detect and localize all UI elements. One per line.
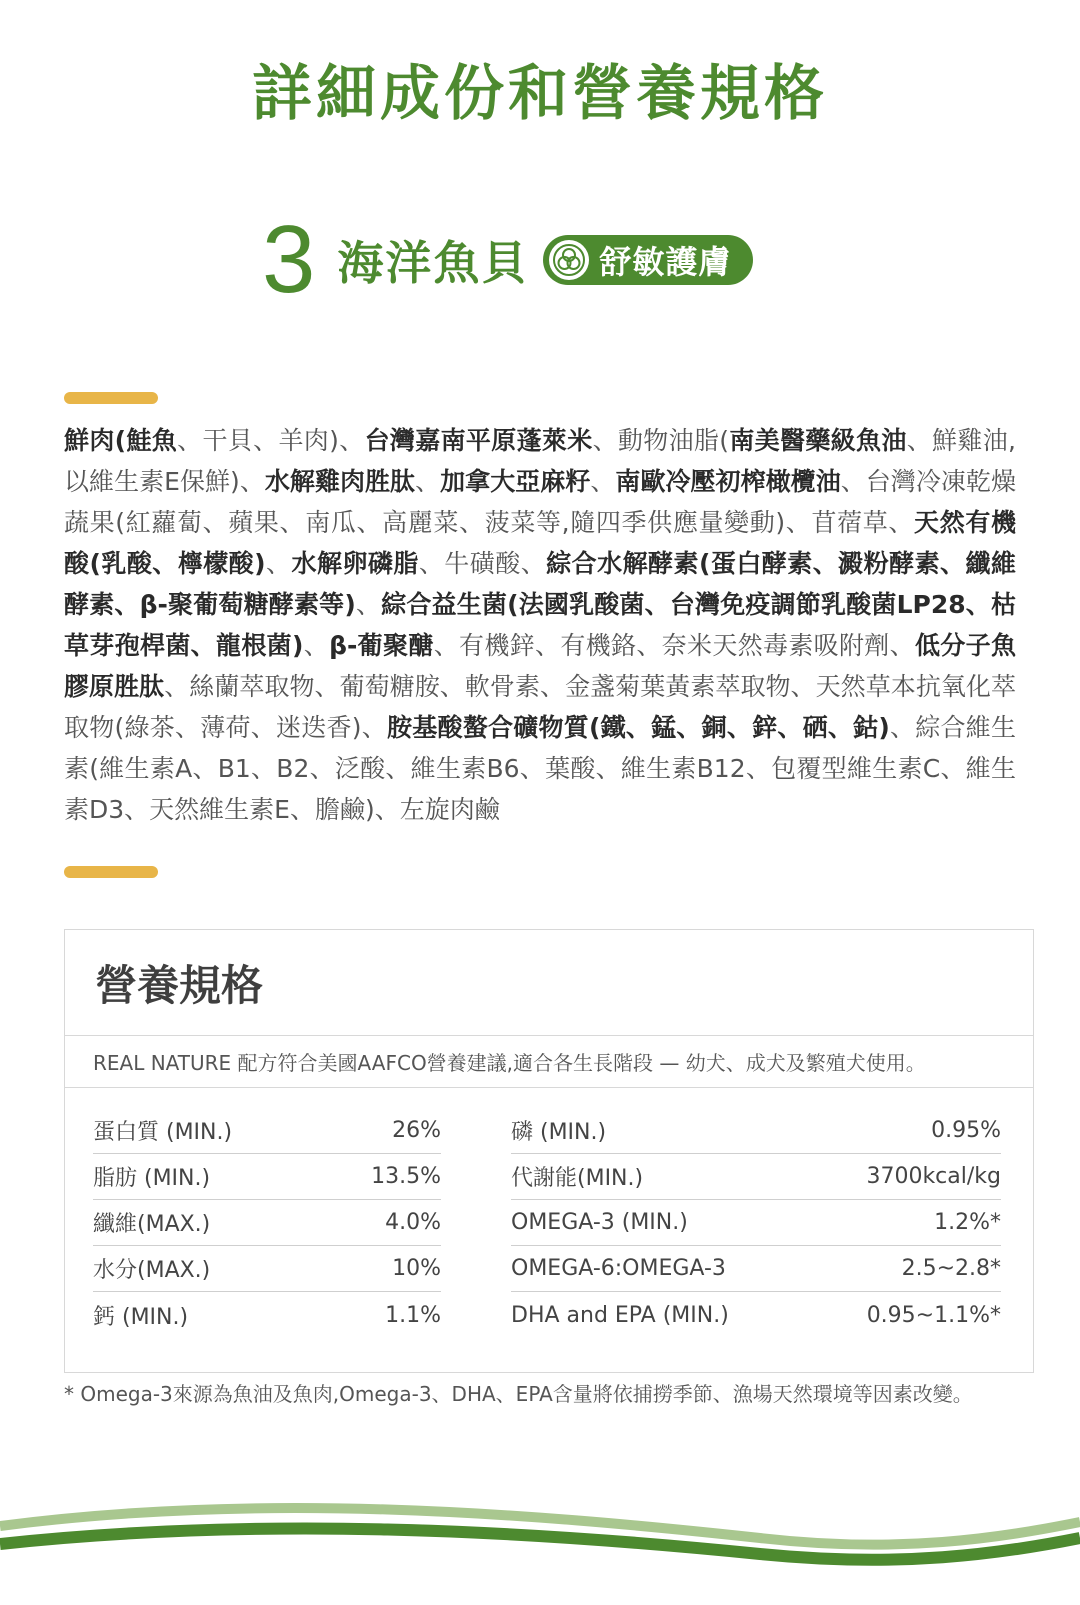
ingredient-highlight: 綜合水解酵素(蛋白酵素、澱粉酵素、纖維酵素、β-聚葡萄糖酵素等) (64, 549, 1016, 619)
ingredient-highlight: 鮭魚 (126, 426, 178, 455)
nutrition-column-left (93, 1108, 441, 1338)
ingredient-text: 、牛磺酸、 (418, 549, 547, 578)
nutrition-row (511, 1246, 1001, 1292)
aafco-note: REAL NATURE 配方符合美國AAFCO營養建議,適合各生長階段 — 幼犬、成犬及繁殖犬使用。 (65, 1036, 1033, 1088)
ingredient-highlight: 南美醫藥級魚油 (729, 426, 907, 455)
nutrition-row (93, 1292, 441, 1338)
ingredient-highlight: 加拿大亞麻籽 (440, 467, 591, 496)
nutrient-label: OMEGA-6:OMEGA-3 (511, 1256, 726, 1281)
nutrition-row (511, 1154, 1001, 1200)
ingredient-text: 、 (265, 549, 292, 578)
nutrient-label: 脂肪 (MIN.) (93, 1166, 211, 1191)
nutrient-label: OMEGA-3 (MIN.) (511, 1210, 688, 1235)
ingredient-highlight: 鮮肉( (64, 426, 127, 455)
ingredient-text: 、絲蘭萃取物、葡萄糖胺、軟骨素、金盞菊葉黃素萃取物、天然草本抗氧化萃取物(綠茶、薄荷、迷迭香)、 (64, 672, 1016, 742)
formula-name: 海洋魚貝 (337, 236, 530, 290)
ingredient-highlight: 天然有機酸(乳酸、檸檬酸) (64, 508, 1016, 578)
nutrient-label: DHA and EPA (MIN.) (511, 1302, 729, 1328)
ingredient-text: 、綜合維生素(維生素A、B1、B2、泛酸、維生素B6、葉酸、維生素B12、包覆型維生素C、維生素D3、天然維生素E、膽鹼)、左旋肉鹼 (64, 713, 1016, 824)
nutrient-value: 1.1% (385, 1302, 441, 1328)
nutrient-value: 0.95% (931, 1118, 1001, 1143)
ingredient-highlight: 低分子魚膠原胜肽 (64, 631, 1016, 701)
nutrient-label: 水分(MAX.) (93, 1258, 211, 1283)
ingredient-highlight: 綜合益生菌(法國乳酸菌、台灣免疫調節乳酸菌LP28、枯草芽孢桿菌、龍根菌) (64, 590, 1016, 660)
nutrient-label: 蛋白質 (MIN.) (93, 1120, 233, 1145)
ingredient-text: 、干貝、羊肉)、 (177, 426, 365, 455)
nutrition-row (93, 1108, 441, 1154)
nutrient-value: 26% (392, 1118, 441, 1143)
accent-bar (64, 392, 158, 404)
ingredient-highlight: 南歐冷壓初榨橄欖油 (615, 467, 841, 496)
nutrition-row (93, 1200, 441, 1246)
nutrition-panel (64, 929, 1034, 1373)
footnote: * Omega-3來源為魚油及魚肉,Omega-3、DHA、EPA含量將依捕撈季節、漁場天然環境等因素改變。 (64, 1382, 973, 1406)
ingredient-text: 、 (355, 590, 382, 619)
formula-number: 3 (262, 206, 316, 313)
nutrition-column-right (511, 1108, 1001, 1338)
nutrition-row (511, 1108, 1001, 1154)
nutrient-label: 磷 (MIN.) (511, 1120, 607, 1145)
ingredient-highlight: 水解卵磷脂 (291, 549, 419, 578)
nutrient-value: 4.0% (385, 1210, 441, 1235)
nutrient-value: 1.2%* (934, 1210, 1001, 1235)
nutrient-value: 10% (392, 1256, 441, 1281)
nutrition-row (93, 1246, 441, 1292)
nutrient-label: 鈣 (MIN.) (93, 1304, 189, 1330)
ingredient-text: 、 (415, 467, 441, 496)
nutrient-label: 纖維(MAX.) (93, 1212, 211, 1237)
ingredient-text: 、台灣冷凍乾燥蔬果(紅蘿蔔、蘋果、南瓜、高麗菜、菠菜等,隨四季供應量變動)、苜蓿草、 (64, 467, 1016, 537)
nutrient-value: 3700kcal/kg (866, 1164, 1001, 1189)
benefit-badge-label: 舒敏護膚 (599, 243, 732, 281)
trefoil-icon (549, 240, 589, 280)
ingredient-highlight: 水解雞肉胜肽 (264, 467, 416, 496)
formula-header (262, 205, 753, 315)
nutrition-row (93, 1154, 441, 1200)
ingredient-text: 、動物油脂( (592, 426, 730, 455)
nutrition-row (511, 1200, 1001, 1246)
nutrition-heading: 營養規格 (65, 930, 1033, 1036)
nutrition-row (511, 1292, 1001, 1338)
ingredient-text: 、 (303, 631, 330, 660)
ingredients-text (64, 420, 1016, 830)
ingredient-text: 、鮮雞油,以維生素E保鮮)、 (64, 426, 1016, 496)
ingredient-text: 、有機鋅、有機鉻、奈米天然毒素吸附劑、 (433, 631, 915, 660)
ingredient-text: 、 (590, 467, 616, 496)
benefit-badge (543, 235, 753, 285)
decorative-wave (0, 1500, 1080, 1605)
accent-bar (64, 866, 158, 878)
nutrient-value: 2.5~2.8* (901, 1256, 1001, 1281)
nutrient-label: 代謝能(MIN.) (511, 1166, 644, 1191)
ingredient-highlight: 台灣嘉南平原蓬萊米 (364, 426, 593, 455)
page-title: 詳細成份和營養規格 (252, 59, 828, 129)
ingredient-highlight: 胺基酸螯合礦物質(鐵、錳、銅、鋅、硒、鈷) (386, 713, 890, 742)
ingredient-highlight: β-葡聚醣 (329, 631, 434, 660)
nutrient-value: 0.95~1.1%* (866, 1302, 1001, 1328)
nutrient-value: 13.5% (371, 1164, 441, 1189)
